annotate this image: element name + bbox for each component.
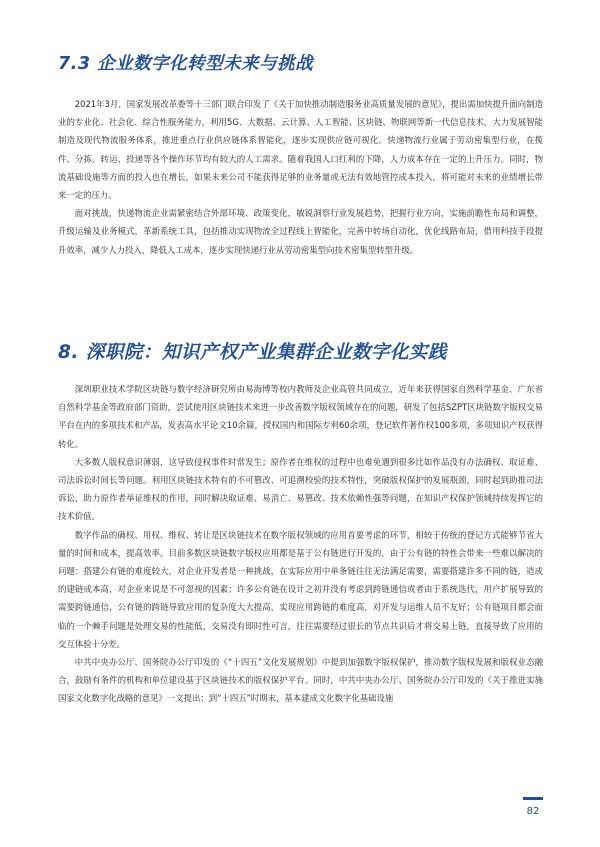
paragraph: 2021年3月，国家发展改革委等十三部门联合印发了《关于加快推动制造服务业高质量发展的意见》，提出需加快提升面向制造业的专业化、社会化、综合性服务能力，利用5G、大数据、云计算、人工智能、区块链、物联网等新一代信息技术，大力发展智能制造及现代物流服务体系，推进重点行业供应链体系智能化，逐步实现供应链可视化。快递物流行业属于劳动密集型行业，在揽件、分拣、转运、投递等各个操作环节均有较大的人工需求。随着我国人口红利的下降，人力成本存在一定的上升压力。同时，物流基础设施等方面的投入也在增长，如果未来公司不能获得足够的业务量或无法有效地管控成本投入，将可能对未来的业绩增长带来一定的压力。: [58, 99, 543, 201]
section-heading-7-3: 7.3 企业数字化转型未来与挑战: [58, 54, 314, 74]
page-number-accent-bar: [523, 797, 543, 800]
section-heading-8: 8. 深职院：知识产权产业集群企业数字化实践: [58, 342, 447, 363]
section-7-3-body: [58, 95, 543, 259]
paragraph: 深圳职业技术学院区块链与数字经济研究所由易海博等校内教师及企业高管共同成立，近年来获得国家自然科学基金、广东省自然科学基金等政府部门资助，尝试使用区块链技术来进一步改善数字版权领域存在的问题，研发了包括SZPT区块链数字版权交易平台在内的多项技术和产品，发表高水平论文10余篇，授权国内和国际专利60余项，登记软件著作权100多项，多项知识产权获得转化。: [58, 384, 543, 449]
paragraph: 大多数人版权意识薄弱，这导致侵权事件时常发生；原作者在维权的过程中也难免遇到很多比如作品没有办法确权、取证难、司法诉讼时间长等问题。利用区块链技术特有的不可篡改、可追溯校验的技术特性，突破版权保护的发展瓶颈，同时起到助推司法诉讼，助力原作者举证维权的作用，同时解决取证难、易消亡、易篡改、技术依赖性强等问题，在知识产权保护领域持续发挥它的技术价值。: [58, 456, 543, 522]
section-8-body: [58, 380, 543, 708]
page-number: 82: [526, 806, 540, 817]
paragraph: 面对挑战，快递物流企业需紧密结合外部环境、政策变化，敏锐洞察行业发展趋势，把握行业方向，实施前瞻性布局和调整，升级运输及业务模式，革新系统工具，包括推动实现物流全过程线上智能化，完善中转场自动化，优化线路布局，借用科技手段提升效率，减少人力投入，降低人工成本，逐步实现快递行业从劳动密集型向技术密集型转型升级。: [58, 208, 543, 255]
paragraph: 数字作品的确权、用权、维权、转让是区块链技术在数字版权领域的应用首要考虑的环节，相较于传统的登记方式能够节省大量的时间和成本，提高效率。目前多数区块链数字版权应用都是基于公有链进行开发的，由于公有链的特性会带来一些难以解决的问题：搭建公有链的难度较大，对企业开发者是一种挑战，在实际应用中单条链往往无法满足需要，需要搭建许多不同的链，造成的建链成本高，对企业来说是不可忽视的因素；许多公有链在设计之初并没有考虑到跨链通信或者由于系统迭代，用户扩展导致的需要跨链通信，公有链的跨链导致应用的复杂度大大提高，实现应用跨链的难度高，对开发与运维人员不友好；公有链项目都会面临的一个棘手问题是处理交易的性能低，交易没有即时性可言，往往需要经过很长的节点共识后才将交易上链，直接导致了应用的交互体验十分差。: [58, 529, 543, 649]
paragraph: 中共中央办公厅、国务院办公厅印发的《“十四五”文化发展规划》中提到加强数字版权保护，推动数字版权发展和版权业态融合，鼓励有条件的机构和单位建设基于区块链技术的版权保护平台。同时，中共中央办公厅、国务院办公厅印发的《关于推进实施国家文化数字化战略的意见》一文提出：到“十四五”时期末，基本建成文化数字化基础设施: [58, 657, 543, 704]
